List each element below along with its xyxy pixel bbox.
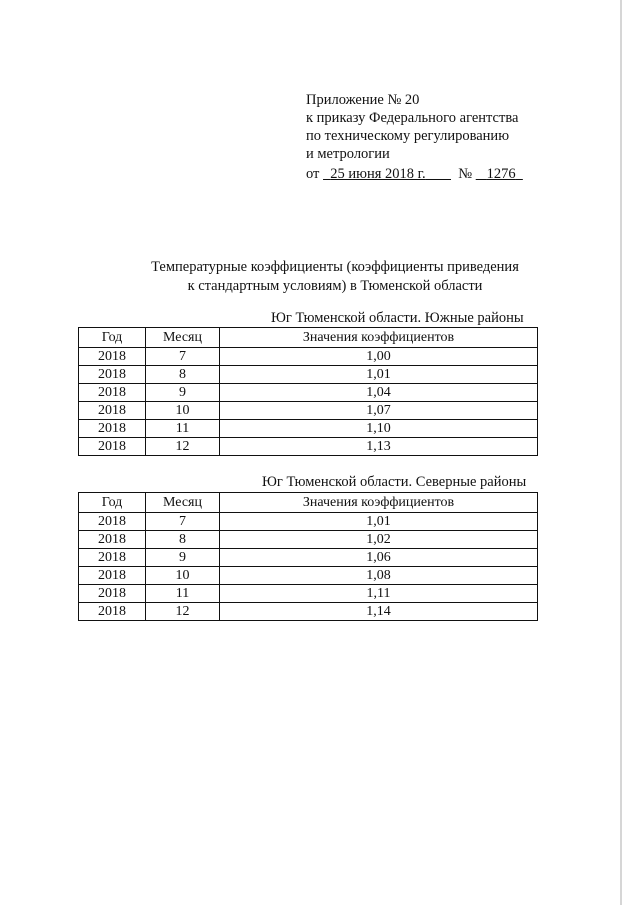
cell-year: 2018	[79, 420, 146, 438]
table-row	[79, 366, 538, 384]
appendix-line: по техническому регулированию	[306, 128, 510, 144]
order-number: 1276	[486, 166, 516, 182]
cell-value: 1,01	[220, 513, 538, 531]
cell-month: 12	[146, 603, 220, 621]
title-line: Температурные коэффициенты (коэффициенты приведения	[151, 259, 519, 275]
table-row	[79, 438, 538, 456]
cell-month: 7	[146, 513, 220, 531]
table-row	[79, 585, 538, 603]
cell-year: 2018	[79, 513, 146, 531]
cell-value: 1,02	[220, 531, 538, 549]
cell-value: 1,11	[220, 585, 538, 603]
column-header-value: Значения коэффициентов	[220, 493, 538, 513]
table-row	[79, 567, 538, 585]
cell-month: 8	[146, 531, 220, 549]
appendix-line: Приложение № 20	[306, 92, 420, 108]
table-row	[79, 402, 538, 420]
cell-month: 8	[146, 366, 220, 384]
cell-value: 1,10	[220, 420, 538, 438]
cell-year: 2018	[79, 531, 146, 549]
cell-value: 1,06	[220, 549, 538, 567]
table-row	[79, 549, 538, 567]
column-header-month: Месяц	[146, 493, 220, 513]
cell-year: 2018	[79, 348, 146, 366]
cell-year: 2018	[79, 549, 146, 567]
cell-value: 1,13	[220, 438, 538, 456]
table-row	[79, 348, 538, 366]
cell-value: 1,07	[220, 402, 538, 420]
column-header-year: Год	[79, 328, 146, 348]
cell-month: 10	[146, 567, 220, 585]
cell-year: 2018	[79, 366, 146, 384]
title-line: к стандартным условиям) в Тюменской области	[187, 278, 483, 294]
order-date-line	[306, 166, 523, 183]
cell-value: 1,14	[220, 603, 538, 621]
number-prefix: №	[458, 166, 473, 182]
table-header-row	[79, 493, 538, 513]
cell-year: 2018	[79, 438, 146, 456]
cell-month: 11	[146, 420, 220, 438]
cell-value: 1,00	[220, 348, 538, 366]
appendix-line: к приказу Федерального агентства	[306, 110, 519, 126]
cell-year: 2018	[79, 603, 146, 621]
cell-month: 9	[146, 384, 220, 402]
cell-year: 2018	[79, 585, 146, 603]
cell-value: 1,01	[220, 366, 538, 384]
coefficients-table-north	[78, 492, 538, 621]
document-title	[95, 258, 575, 296]
cell-month: 7	[146, 348, 220, 366]
appendix-line: и метрологии	[306, 146, 390, 162]
page-edge	[620, 0, 622, 905]
table-row	[79, 420, 538, 438]
date-prefix: от	[306, 166, 320, 182]
cell-month: 11	[146, 585, 220, 603]
table-row	[79, 603, 538, 621]
column-header-year: Год	[79, 493, 146, 513]
cell-value: 1,04	[220, 384, 538, 402]
table-row	[79, 384, 538, 402]
column-header-value: Значения коэффициентов	[220, 328, 538, 348]
table-row	[79, 531, 538, 549]
appendix-header	[306, 91, 518, 163]
column-header-month: Месяц	[146, 328, 220, 348]
coefficients-table-south	[78, 327, 538, 456]
table-caption-north: Юг Тюменской области. Северные районы	[262, 474, 527, 490]
table-header-row	[79, 328, 538, 348]
cell-year: 2018	[79, 567, 146, 585]
table-row	[79, 513, 538, 531]
cell-year: 2018	[79, 402, 146, 420]
order-date: 25 июня 2018 г.	[330, 166, 426, 182]
cell-month: 10	[146, 402, 220, 420]
table-caption-south: Юг Тюменской области. Южные районы	[271, 310, 524, 326]
cell-year: 2018	[79, 384, 146, 402]
cell-value: 1,08	[220, 567, 538, 585]
cell-month: 12	[146, 438, 220, 456]
cell-month: 9	[146, 549, 220, 567]
